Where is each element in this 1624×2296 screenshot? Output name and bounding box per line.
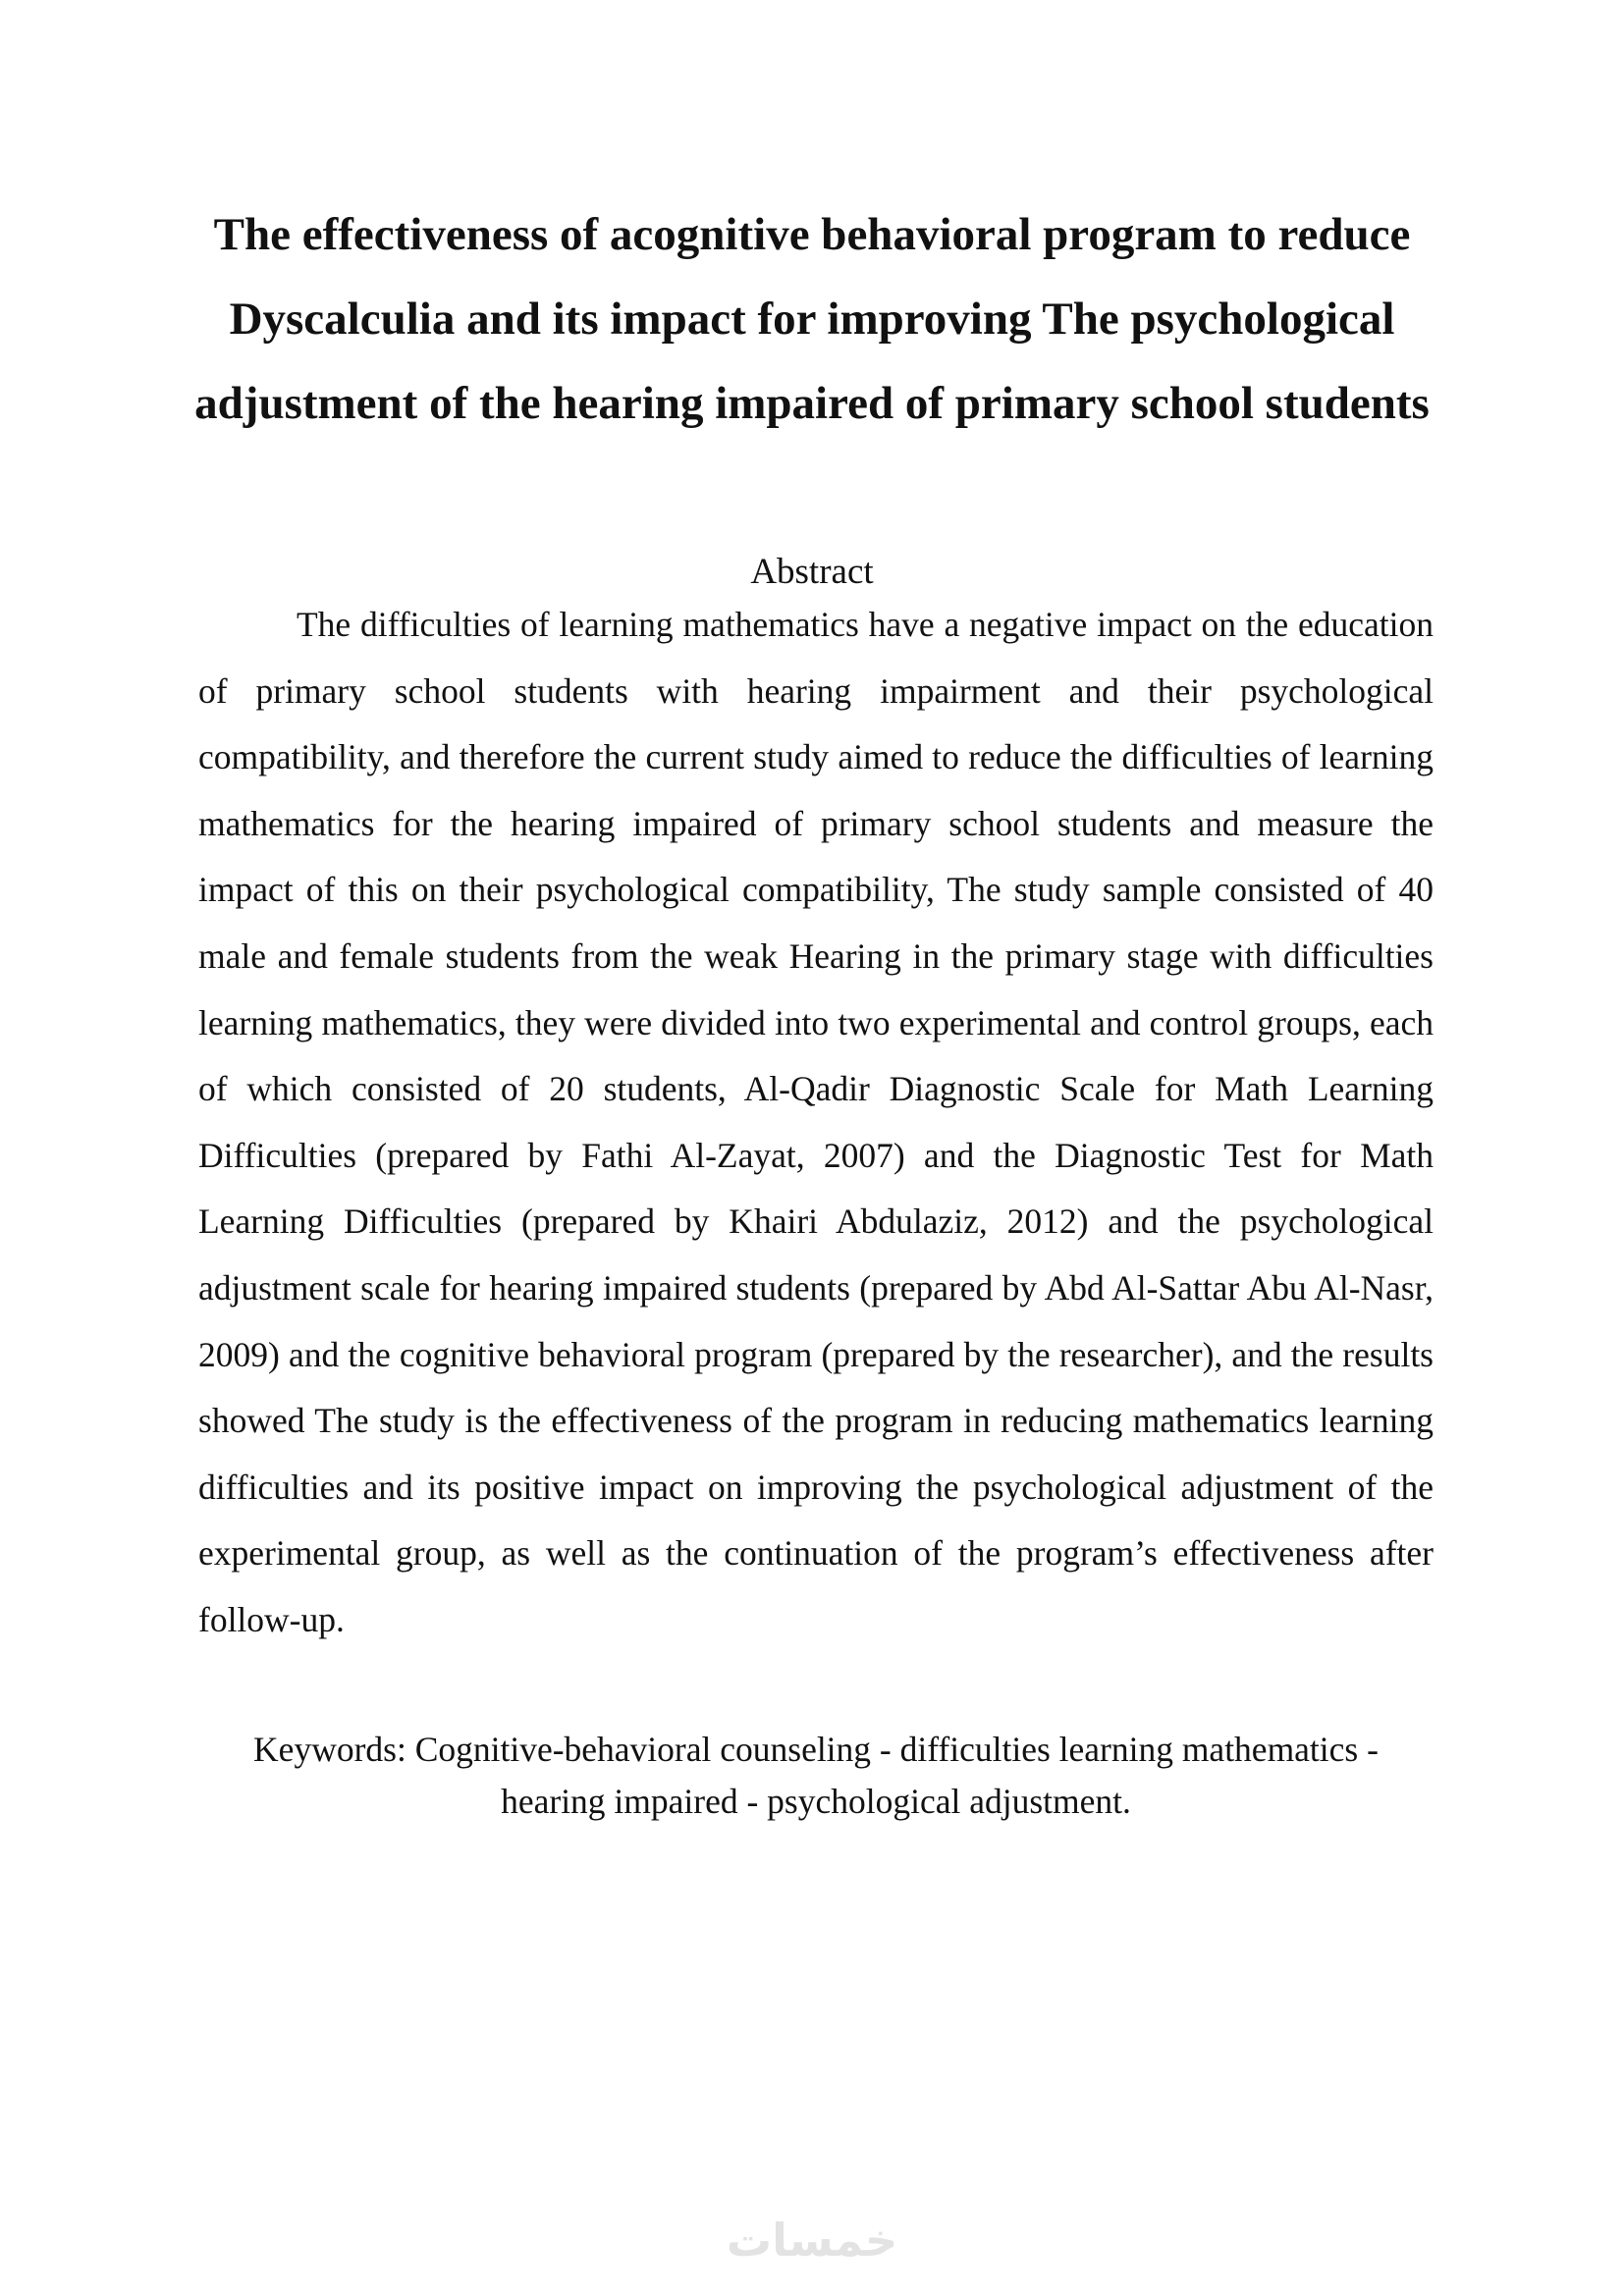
watermark-logo: خمسات (726, 2214, 898, 2267)
title-block (177, 192, 1447, 446)
paper-title: The effectiveness of acognitive behavioral program to reduce Dyscalculia and its impact for improving The psychological adjustment of the hearing impaired of primary school students (194, 209, 1430, 429)
abstract-body: The difficulties of learning mathematics have a negative impact on the education of primary school students with hearing impairment and their psychological compatibility, and therefore the current study aimed to reduce the difficulties of learning mathematics for the hearing impaired of primary school students and measure the impact of this on their psychological compatibility, The study sample consisted of 40 male and female students from the weak Hearing in the primary stage with difficulties learning mathematics, they were divided into two experimental and control groups, each of which consisted of 20 students, Al-Qadir Diagnostic Scale for Math Learning Difficulties (prepared by Fathi Al-Zayat, 2007) and the Diagnostic Test for Math Learning Difficulties (prepared by Khairi Abdulaziz, 2012) and the psychological adjustment scale for hearing impaired students (prepared by Abd Al-Sattar Abu Al-Nasr, 2009) and the cognitive behavioral program (prepared by the researcher), and the results showed The study is the effectiveness of the program in reducing mathematics learning difficulties and its positive impact on improving the psychological adjustment of the experimental group, as well as the continuation of the program’s effectiveness after follow-up. (198, 605, 1434, 1639)
keywords: Keywords: Cognitive-behavioral counseling - difficulties learning mathematics - hearing impaired - psychological adjustment. (253, 1730, 1379, 1821)
abstract-heading: Abstract (750, 552, 874, 592)
